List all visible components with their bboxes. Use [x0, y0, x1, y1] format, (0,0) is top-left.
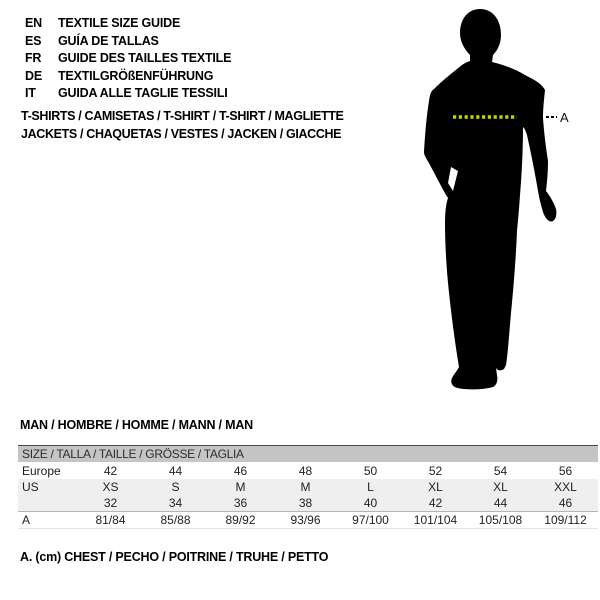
measure-label-a: A — [560, 110, 569, 125]
size-cell: 93/96 — [273, 512, 338, 529]
size-cell: 50 — [363, 464, 378, 478]
product-line-tshirts: T-SHIRTS / CAMISETAS / T-SHIRT / T-SHIRT / MAGLIETTE — [21, 109, 344, 123]
guide-title: TEXTILGRÖßENFÜHRUNG — [58, 68, 214, 83]
man-silhouette-figure — [420, 5, 580, 395]
size-cell: 97/100 — [338, 512, 403, 529]
table-header-row — [18, 446, 598, 463]
size-cell: 42 — [403, 495, 468, 512]
size-cell: 34 — [143, 495, 208, 512]
product-types — [21, 107, 344, 144]
product-line-jackets: JACKETS / CHAQUETAS / VESTES / JACKEN / GIACCHE — [21, 127, 342, 142]
table-row-alt — [18, 495, 598, 512]
size-cell: 52 — [428, 464, 443, 478]
language-row-de — [25, 68, 231, 86]
guide-title: GUÍA DE TALLAS — [58, 33, 159, 48]
size-cell: 109/112 — [533, 512, 598, 529]
language-row-fr — [25, 50, 231, 68]
size-cell: XL — [468, 479, 533, 495]
language-code: ES — [25, 33, 42, 48]
size-cell: 36 — [208, 495, 273, 512]
size-cell: 44 — [468, 495, 533, 512]
size-cell: XS — [78, 479, 143, 495]
size-cell: M — [273, 479, 338, 495]
size-cell: 85/88 — [143, 512, 208, 529]
size-cell: XXL — [533, 479, 598, 495]
size-cell: 44 — [168, 464, 183, 478]
row-label: Europe — [22, 464, 61, 478]
size-cell: XL — [403, 479, 468, 495]
measurement-footnote: A. (cm) CHEST / PECHO / POITRINE / TRUHE / PETTO — [20, 550, 329, 564]
language-list — [25, 15, 231, 103]
language-row-en — [25, 15, 231, 33]
row-label — [18, 495, 78, 512]
size-cell: 32 — [78, 495, 143, 512]
language-code: FR — [25, 51, 42, 66]
size-cell: 40 — [338, 495, 403, 512]
size-cell: S — [143, 479, 208, 495]
gender-heading: MAN / HOMBRE / HOMME / MANN / MAN — [20, 418, 253, 432]
size-cell: 81/84 — [78, 512, 143, 529]
silhouette-svg — [420, 5, 580, 395]
language-code: DE — [25, 68, 42, 83]
size-cell: 56 — [558, 464, 573, 478]
table-row-a-chest — [18, 512, 598, 529]
size-cell: 46 — [233, 464, 248, 478]
guide-title: TEXTILE SIZE GUIDE — [58, 16, 181, 30]
size-cell: 42 — [103, 464, 118, 478]
table-row-europe — [18, 463, 598, 480]
man-silhouette-shape — [424, 9, 556, 389]
guide-title: GUIDE DES TAILLES TEXTILE — [58, 51, 232, 66]
guide-title: GUIDA ALLE TAGLIE TESSILI — [58, 86, 228, 101]
size-cell: 38 — [273, 495, 338, 512]
size-cell: 101/104 — [403, 512, 468, 529]
row-label: US — [18, 479, 78, 495]
size-cell: 54 — [493, 464, 508, 478]
language-code: IT — [25, 86, 36, 101]
language-row-es — [25, 33, 231, 51]
size-cell: 46 — [533, 495, 598, 512]
size-table-header: SIZE / TALLA / TAILLE / GRÖSSE / TAGLIA — [18, 446, 598, 463]
language-code: EN — [25, 16, 42, 30]
size-cell: 89/92 — [208, 512, 273, 529]
size-table — [18, 445, 598, 529]
size-cell: L — [338, 479, 403, 495]
size-cell: M — [208, 479, 273, 495]
size-cell: 105/108 — [468, 512, 533, 529]
table-row-us — [18, 479, 598, 495]
size-cell: 48 — [298, 464, 313, 478]
row-label: A — [18, 512, 78, 529]
language-row-it — [25, 85, 231, 103]
